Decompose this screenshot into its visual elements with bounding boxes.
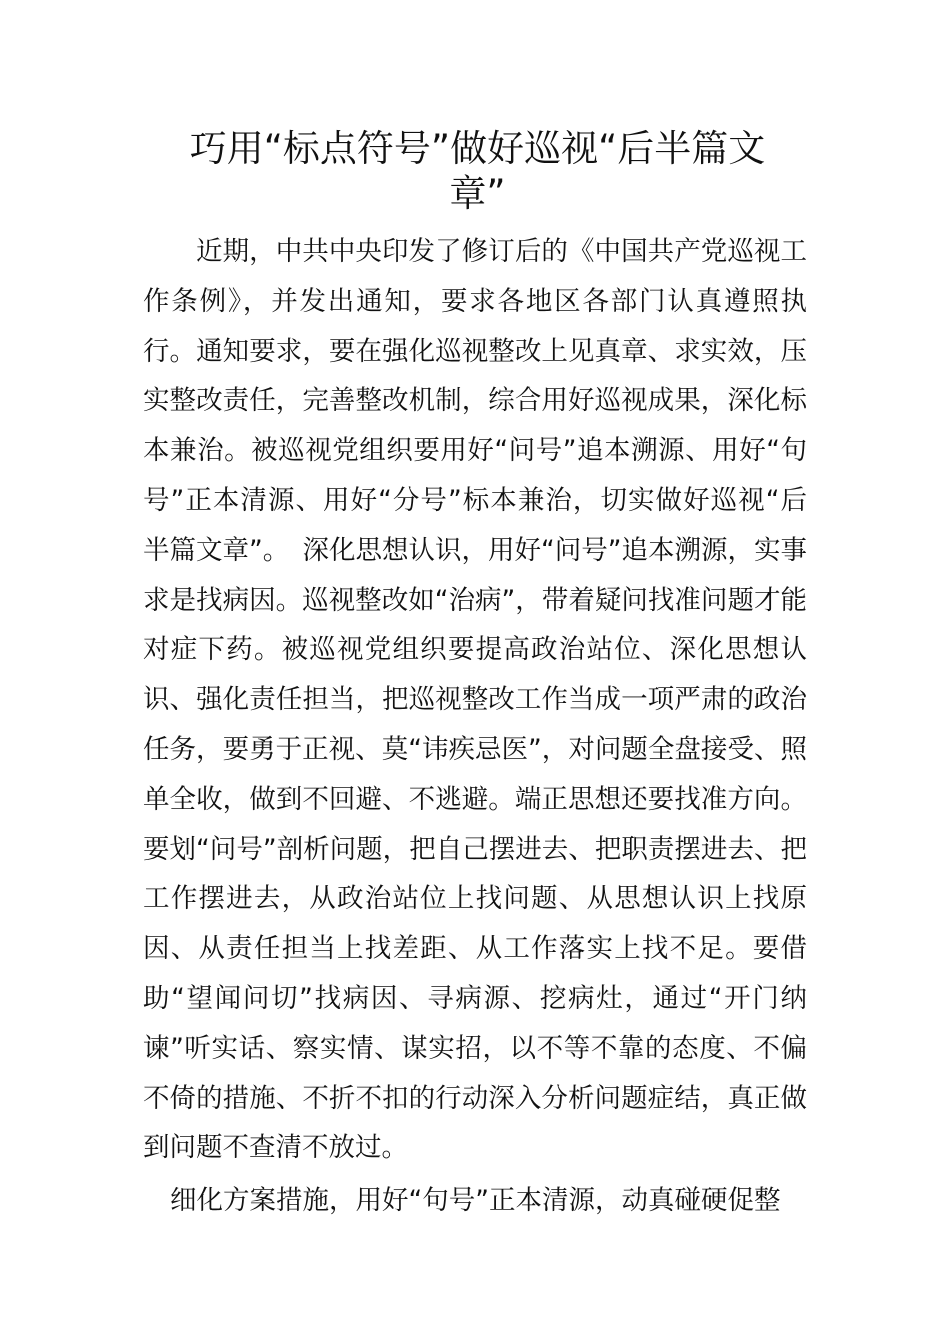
document-body xyxy=(143,227,807,1226)
document-title: 巧用“标点符号”做好巡视“后半篇文章” xyxy=(189,127,766,215)
paragraph-2: 细化方案措施，用好“句号”正本清源，动真碰硬促整 xyxy=(170,1185,781,1217)
paragraph-1: 近期，中共中央印发了修订后的《中国共产党巡视工作条例》，并发出通知，要求各地区各部门认真遵照执行。通知要求，要在强化巡视整改上见真章、求实效，压实整改责任，完善整改机制，综合用好巡视成果，深化标本兼治。被巡视党组织要用好“问号”追本溯源、用好“句号”正本清源、用好“分号”标本兼治，切实做好巡视“后半篇文章”。 深化思想认识，用好“问号”追本溯源，实事求是找病因。巡视整改如“治病”，带着疑问找准问题才能对症下药。被巡视党组织要提高政治站位、深化思想认识、强化责任担当，把巡视整改工作当成一项严肃的政治任务，要勇于正视、莫“讳疾忌医”，对问题全盘接受、照单全收，做到不回避、不逃避。端正思想还要找准方向。要划“问号”剖析问题，把自己摆进去、把职责摆进去、把工作摆进去，从政治站位上找问题、从思想认识上找原因、从责任担当上找差距、从工作落实上找不足。要借助“望闻问切”找病因、寻病源、挖病灶，通过“开门纳谏”听实话、察实情、谋实招，以不等不靠的态度、不偏不倚的措施、不折不扣的行动深入分析问题症结，真正做到问题不查清不放过。 xyxy=(143,236,807,1164)
